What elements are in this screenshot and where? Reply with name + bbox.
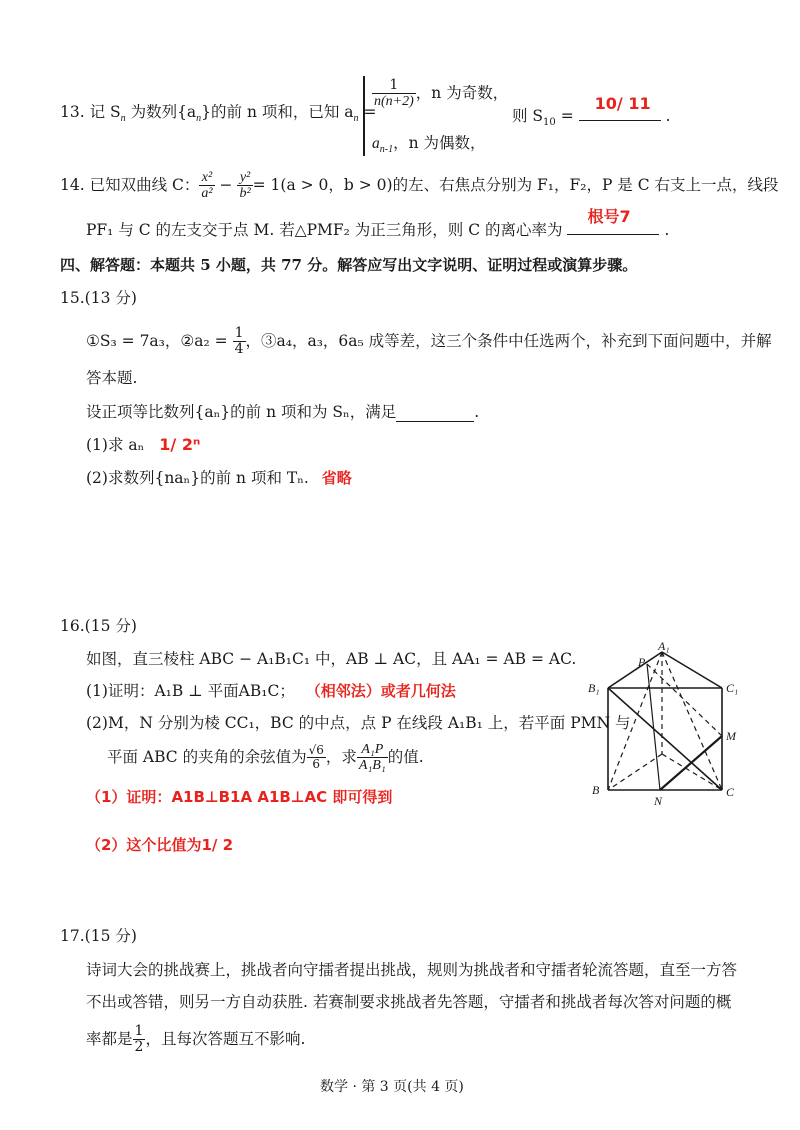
label-B: B xyxy=(592,783,600,797)
q15-condition-blank xyxy=(396,403,474,422)
q14-number: 14. xyxy=(60,175,85,194)
q13-result: 则 $S_{10}$ = 10/ 11 . xyxy=(512,94,671,129)
q14-y-fraction: $\frac{\text{y²}}{\text{b²}}$ xyxy=(239,170,251,202)
q14-line1: 14. 已知双曲线 C： $\frac{\text{x²}}{\text{a²}}$ − $\frac{\text{y²}}{\text{b²}}$ = 1(a > 0，b > 0)的左、右焦点分别为 F₁，F₂，P 是 C 右支上一点，线段 xyxy=(60,170,779,202)
q15-line3: 设正项等比数列{aₙ}的前 n 项和为 Sₙ，满足 . xyxy=(86,403,480,421)
q16-ratio-fraction: $\frac{\text{A₁P}}{\text{A₁B₁}}$ xyxy=(358,742,386,774)
q17-header: 17.(15 分) xyxy=(60,927,137,945)
label-A1: A₁ xyxy=(658,640,670,653)
prism-figure xyxy=(580,640,750,815)
edge-A-B xyxy=(608,754,662,790)
section-heading: 四、解答题：本题共 5 小题，共 77 分。解答应写出文字说明、证明过程或演算步骤。 xyxy=(60,256,638,274)
q16-answer1: （1）证明：A1B⊥B1A A1B⊥AC 即可得到 xyxy=(86,788,393,806)
edge-P-M xyxy=(647,664,722,736)
label-N: N xyxy=(654,794,663,808)
q16-header: 16.(15 分) xyxy=(60,617,137,635)
q15-fraction: $\frac{1}{4}$ xyxy=(234,325,244,358)
q13-case-odd: $\frac{1}{n(n+2)}$ ，n 为奇数， xyxy=(374,77,509,110)
q13-case1-fraction: $\frac{1}{n(n+2)}$ xyxy=(374,77,414,110)
label-M: M xyxy=(726,729,736,743)
q15-conditions: ①S₃ = 7a₃，②a₂ = $\frac{1}{4}$ ，③a₄，a₃，6a₅ 成等差，这三个条件中任选两个，补充到下面问题中，并解 xyxy=(86,325,772,358)
q17-fraction: $\frac{1}{2}$ xyxy=(134,1023,144,1056)
q17-line2: 不出或答错，则另一方自动获胜. 若赛制要求挑战者先答题，守擂者和挑战者每次答对问题的概 xyxy=(86,993,732,1011)
edge-A1-B xyxy=(608,652,662,790)
edge-A1-C1 xyxy=(662,652,722,688)
edge-A1-C xyxy=(662,652,722,790)
q15-header: 15.(13 分) xyxy=(60,289,137,307)
q15-part1-answer: 1/ 2ⁿ xyxy=(159,435,201,454)
q14-line2: PF₁ 与 C 的左支交于点 M. 若△PMF₂ 为正三角形，则 C 的离心率为 根号7 . xyxy=(86,218,669,240)
label-C: C xyxy=(726,785,735,799)
q14-x-fraction: $\frac{\text{x²}}{\text{a²}}$ xyxy=(201,170,213,202)
q13-case-even: $a_{n-1}$，n 为偶数， xyxy=(372,134,486,156)
q13-answer-blank xyxy=(579,94,661,121)
q15-line2: 答本题. xyxy=(86,369,138,387)
q16-answer2: （2）这个比值为1/ 2 xyxy=(86,836,234,854)
q15-part2-answer: 省略 xyxy=(321,469,352,487)
q17-line3: 率都是 $\frac{1}{2}$ ，且每次答题互不影响. xyxy=(86,1023,306,1056)
q13-number: 13. xyxy=(60,103,85,121)
q14-answer: 根号7 xyxy=(587,207,631,226)
q13-line1: 13. 记 $S_n$ 为数列$\{a_n\}$的前 n 项和，已知 $a_n$ = xyxy=(60,103,377,125)
q16-cos-fraction: $\frac{√6}{6}$ xyxy=(308,743,324,772)
label-B1: B₁ xyxy=(588,681,600,695)
label-P: P xyxy=(638,655,646,669)
q16-part2: (2)M，N 分别为棱 CC₁，BC 的中点，点 P 在线段 A₁B₁ 上，若平面 PMN 与 xyxy=(86,714,631,732)
q13-answer: 10/ 11 xyxy=(594,94,651,113)
q15-part2: (2)求数列{naₙ}的前 n 项和 Tₙ. 省略 xyxy=(86,469,352,487)
edge-P-N xyxy=(647,664,660,790)
q14-answer-blank xyxy=(567,207,659,235)
edge-B1-C xyxy=(608,688,722,790)
label-C1: C₁ xyxy=(726,681,739,695)
q16-part1: (1)证明：A₁B ⊥ 平面AB₁C； （相邻法）或者几何法 xyxy=(86,682,456,700)
q15-part1: (1)求 aₙ 1/ 2ⁿ xyxy=(86,435,201,454)
q16-line1: 如图，直三棱柱 ABC − A₁B₁C₁ 中，AB ⊥ AC，且 AA₁ = AB = AC. xyxy=(86,650,577,668)
q16-part1-note: （相邻法）或者几何法 xyxy=(305,682,456,700)
page-footer: 数学 · 第 3 页(共 4 页) xyxy=(320,1079,464,1095)
q16-part2b: 平面 ABC 的夹角的余弦值为 $\frac{√6}{6}$ ，求 $\frac{\text{A₁P}}{\text{A₁B₁}}$ 的值. xyxy=(107,742,424,774)
q17-line1: 诗词大会的挑战赛上，挑战者向守擂者提出挑战，规则为挑战者和守擂者轮流答题，直至一方答 xyxy=(86,961,738,979)
q13-piecewise-brace xyxy=(363,76,368,156)
edge-A-C xyxy=(662,754,722,790)
